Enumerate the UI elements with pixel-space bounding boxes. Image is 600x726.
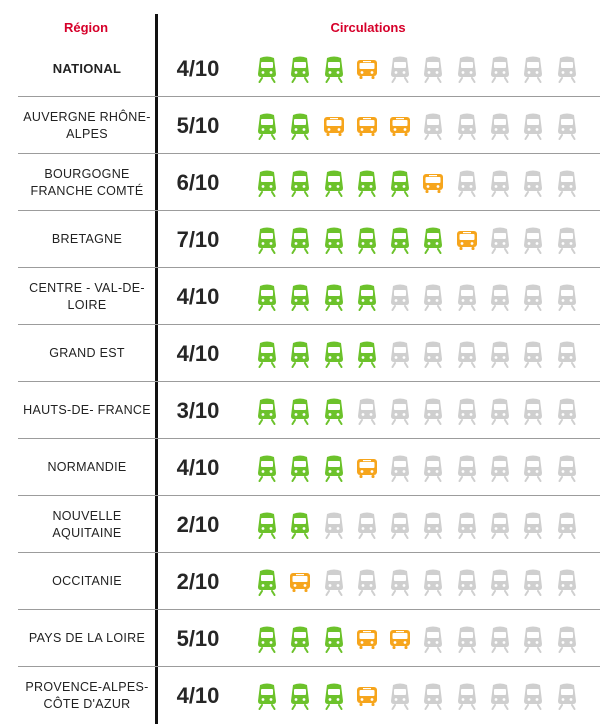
cancelled-train-icon — [555, 55, 579, 83]
bus-icon — [355, 55, 379, 83]
cancelled-train-icon — [555, 511, 579, 539]
region-name: HAUTS-DE- FRANCE — [23, 403, 151, 417]
table-row — [0, 154, 600, 211]
circulation-icons — [255, 97, 588, 154]
cancelled-train-icon — [455, 112, 479, 140]
circulation-score: 4/10 — [176, 283, 220, 309]
train-icon — [255, 283, 279, 311]
bus-icon — [322, 112, 346, 140]
train-icon — [255, 226, 279, 254]
cancelled-train-icon — [455, 397, 479, 425]
region-name: BOURGOGNE FRANCHE COMTÉ — [30, 166, 144, 198]
train-icon — [322, 226, 346, 254]
table-row — [0, 325, 600, 382]
cancelled-train-icon — [555, 454, 579, 482]
cancelled-train-icon — [388, 55, 412, 83]
train-icon — [355, 340, 379, 368]
cancelled-train-icon — [455, 454, 479, 482]
circulation-score: 2/10 — [176, 511, 220, 537]
cancelled-train-icon — [555, 169, 579, 197]
circulation-score: 4/10 — [176, 55, 220, 81]
circulation-score: 7/10 — [176, 226, 220, 252]
cancelled-train-icon — [421, 454, 445, 482]
train-icon — [322, 397, 346, 425]
train-icon — [322, 169, 346, 197]
table-header — [0, 0, 600, 40]
train-icon — [288, 55, 312, 83]
cancelled-train-icon — [421, 511, 445, 539]
circulations-column-header: Circulations — [330, 20, 406, 35]
cancelled-train-icon — [455, 568, 479, 596]
table-row — [0, 97, 600, 154]
cancelled-train-icon — [421, 397, 445, 425]
cancelled-train-icon — [488, 568, 512, 596]
circulation-score: 2/10 — [176, 568, 220, 594]
cancelled-train-icon — [488, 340, 512, 368]
train-icon — [355, 169, 379, 197]
train-icon — [355, 283, 379, 311]
cancelled-train-icon — [555, 625, 579, 653]
cancelled-train-icon — [455, 340, 479, 368]
region-name: NATIONAL — [52, 61, 122, 76]
cancelled-train-icon — [388, 454, 412, 482]
train-icon — [288, 454, 312, 482]
table-row — [0, 268, 600, 325]
train-icon — [288, 283, 312, 311]
bus-icon — [388, 625, 412, 653]
train-icon — [288, 340, 312, 368]
bus-icon — [388, 112, 412, 140]
cancelled-train-icon — [355, 397, 379, 425]
cancelled-train-icon — [488, 625, 512, 653]
cancelled-train-icon — [555, 397, 579, 425]
train-icon — [388, 226, 412, 254]
bus-icon — [355, 112, 379, 140]
cancelled-train-icon — [322, 568, 346, 596]
train-icon — [255, 169, 279, 197]
train-icon — [322, 283, 346, 311]
circulation-icons — [255, 610, 588, 667]
cancelled-train-icon — [521, 511, 545, 539]
cancelled-train-icon — [322, 511, 346, 539]
circulation-score: 4/10 — [176, 682, 220, 708]
region-name: OCCITANIE — [52, 574, 122, 588]
train-icon — [288, 625, 312, 653]
train-icon — [322, 55, 346, 83]
cancelled-train-icon — [388, 397, 412, 425]
region-name: PAYS DE LA LOIRE — [28, 631, 146, 645]
circulation-icons — [255, 439, 588, 496]
region-column-header: Région — [63, 20, 109, 35]
cancelled-train-icon — [521, 397, 545, 425]
circulation-icons — [255, 496, 588, 553]
bus-icon — [455, 226, 479, 254]
region-name: GRAND EST — [49, 346, 125, 360]
train-icon — [288, 511, 312, 539]
region-name: BRETAGNE — [51, 232, 123, 246]
train-icon — [421, 226, 445, 254]
cancelled-train-icon — [521, 283, 545, 311]
region-table — [0, 40, 600, 724]
train-icon — [288, 169, 312, 197]
circulation-icons — [255, 154, 588, 211]
table-row — [0, 439, 600, 496]
region-name: NORMANDIE — [47, 460, 127, 474]
circulation-score: 6/10 — [176, 169, 220, 195]
table-row — [0, 382, 600, 439]
cancelled-train-icon — [521, 340, 545, 368]
cancelled-train-icon — [421, 112, 445, 140]
table-row — [0, 553, 600, 610]
train-icon — [255, 682, 279, 710]
bus-icon — [288, 568, 312, 596]
cancelled-train-icon — [555, 283, 579, 311]
cancelled-train-icon — [355, 511, 379, 539]
cancelled-train-icon — [388, 340, 412, 368]
cancelled-train-icon — [555, 112, 579, 140]
train-icon — [288, 226, 312, 254]
cancelled-train-icon — [388, 511, 412, 539]
cancelled-train-icon — [488, 283, 512, 311]
circulation-score: 4/10 — [176, 454, 220, 480]
region-name: AUVERGNE RHÔNE-ALPES — [23, 109, 151, 141]
cancelled-train-icon — [388, 283, 412, 311]
train-icon — [288, 397, 312, 425]
cancelled-train-icon — [455, 55, 479, 83]
train-icon — [288, 682, 312, 710]
circulation-icons — [255, 211, 588, 268]
cancelled-train-icon — [388, 682, 412, 710]
circulation-score: 4/10 — [176, 340, 220, 366]
cancelled-train-icon — [521, 169, 545, 197]
circulation-icons — [255, 268, 588, 325]
cancelled-train-icon — [488, 169, 512, 197]
bus-icon — [355, 454, 379, 482]
train-icon — [388, 169, 412, 197]
train-icon — [322, 625, 346, 653]
cancelled-train-icon — [455, 625, 479, 653]
train-icon — [322, 454, 346, 482]
cancelled-train-icon — [521, 226, 545, 254]
bus-icon — [355, 625, 379, 653]
cancelled-train-icon — [421, 568, 445, 596]
cancelled-train-icon — [355, 568, 379, 596]
train-icon — [255, 511, 279, 539]
cancelled-train-icon — [521, 112, 545, 140]
cancelled-train-icon — [488, 454, 512, 482]
cancelled-train-icon — [455, 283, 479, 311]
circulation-icons — [255, 553, 588, 610]
cancelled-train-icon — [488, 397, 512, 425]
cancelled-train-icon — [488, 55, 512, 83]
cancelled-train-icon — [421, 625, 445, 653]
cancelled-train-icon — [521, 625, 545, 653]
circulation-score: 5/10 — [176, 625, 220, 651]
cancelled-train-icon — [521, 568, 545, 596]
train-icon — [288, 112, 312, 140]
cancelled-train-icon — [521, 454, 545, 482]
table-row — [0, 496, 600, 553]
table-row — [0, 667, 600, 724]
train-icon — [255, 625, 279, 653]
cancelled-train-icon — [555, 568, 579, 596]
train-icon — [255, 568, 279, 596]
train-icon — [322, 340, 346, 368]
train-icon — [255, 55, 279, 83]
circulation-icons — [255, 325, 588, 382]
train-icon — [322, 682, 346, 710]
cancelled-train-icon — [455, 682, 479, 710]
circulation-icons — [255, 40, 588, 97]
train-icon — [255, 454, 279, 482]
cancelled-train-icon — [455, 511, 479, 539]
cancelled-train-icon — [521, 55, 545, 83]
cancelled-train-icon — [421, 682, 445, 710]
cancelled-train-icon — [488, 682, 512, 710]
cancelled-train-icon — [521, 682, 545, 710]
cancelled-train-icon — [488, 226, 512, 254]
circulation-icons — [255, 667, 588, 724]
region-name: CENTRE - VAL-DE-LOIRE — [29, 280, 145, 312]
train-icon — [355, 226, 379, 254]
cancelled-train-icon — [555, 340, 579, 368]
train-icon — [255, 112, 279, 140]
cancelled-train-icon — [455, 169, 479, 197]
table-row — [0, 40, 600, 97]
cancelled-train-icon — [388, 568, 412, 596]
region-name: PROVENCE-ALPES- CÔTE D'AZUR — [25, 679, 149, 711]
cancelled-train-icon — [555, 226, 579, 254]
table-row — [0, 211, 600, 268]
circulation-icons — [255, 382, 588, 439]
bus-icon — [355, 682, 379, 710]
circulation-score: 5/10 — [176, 112, 220, 138]
cancelled-train-icon — [421, 283, 445, 311]
train-icon — [255, 340, 279, 368]
circulation-score: 3/10 — [176, 397, 220, 423]
cancelled-train-icon — [421, 55, 445, 83]
cancelled-train-icon — [488, 112, 512, 140]
cancelled-train-icon — [421, 340, 445, 368]
region-name: NOUVELLE AQUITAINE — [52, 508, 122, 540]
cancelled-train-icon — [555, 682, 579, 710]
train-icon — [255, 397, 279, 425]
table-row — [0, 610, 600, 667]
cancelled-train-icon — [488, 511, 512, 539]
bus-icon — [421, 169, 445, 197]
